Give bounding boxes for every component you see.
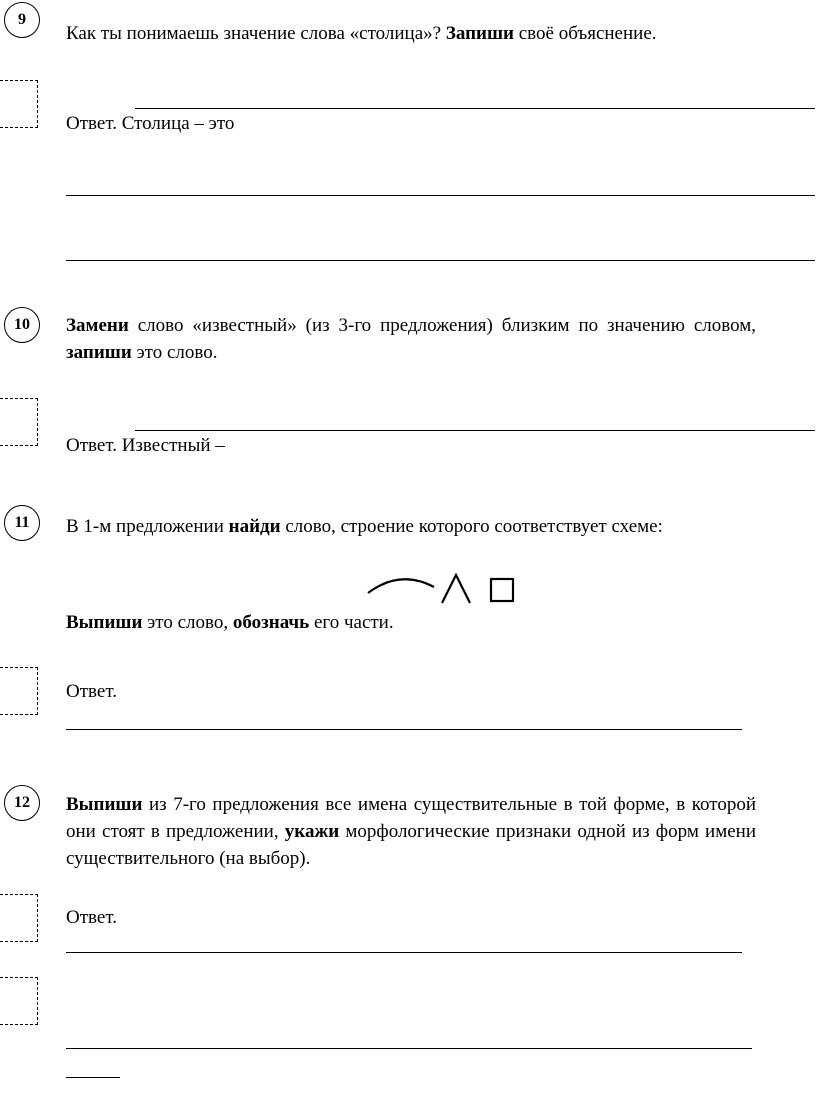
answer-label: Ответ. <box>66 907 117 928</box>
task-11-prompt <box>66 513 663 540</box>
prompt-keyword: укажи <box>284 821 340 842</box>
answer-label: Ответ. <box>66 681 117 702</box>
prompt-keyword: Выпиши <box>66 794 143 815</box>
root-arc-icon <box>368 579 434 593</box>
answer-line[interactable] <box>66 729 742 730</box>
task-11-instruction <box>66 609 394 636</box>
task-number-badge: 12 <box>4 785 40 821</box>
task-number-badge: 11 <box>4 505 40 541</box>
answer-line[interactable] <box>66 195 815 196</box>
task-number-badge: 10 <box>4 307 40 343</box>
task-12-prompt <box>66 791 756 872</box>
answer-label: Ответ. Известный – <box>66 435 225 456</box>
prompt-keyword: запиши <box>66 342 132 363</box>
task-number-badge: 9 <box>4 2 40 38</box>
score-box[interactable] <box>0 80 38 128</box>
ending-square-icon <box>491 579 513 601</box>
prompt-text: его части. <box>309 612 394 633</box>
prompt-text: слово, строение которого соответствует схеме: <box>280 516 663 537</box>
answer-line[interactable] <box>66 1077 120 1078</box>
score-box[interactable] <box>0 667 38 715</box>
prompt-text: слово «известный» (из 3-го предложения) близким по значению словом, <box>128 315 756 336</box>
word-structure-scheme <box>360 565 520 609</box>
prompt-text: это слово, <box>142 612 233 633</box>
prompt-text: В 1-м предложении <box>66 516 229 537</box>
prompt-keyword: найди <box>228 516 281 537</box>
task-9-prompt <box>66 20 657 47</box>
score-box[interactable] <box>0 977 38 1025</box>
prompt-text: из 7-го предложения все имена существительные в той форме, в которой они стоят в предложении, <box>66 794 756 842</box>
score-box[interactable] <box>0 398 38 446</box>
prompt-keyword: Запиши <box>445 23 514 44</box>
answer-line[interactable] <box>66 952 742 953</box>
prompt-text: Как ты понимаешь значение слова «столица»? <box>66 23 446 44</box>
prompt-keyword: Выпиши <box>66 612 143 633</box>
answer-line[interactable] <box>66 1048 752 1049</box>
score-box[interactable] <box>0 894 38 942</box>
answer-line[interactable] <box>135 108 815 109</box>
prompt-text: своё объяснение. <box>513 23 657 44</box>
answer-line[interactable] <box>135 430 815 431</box>
answer-line[interactable] <box>66 260 815 261</box>
suffix-caret-icon <box>442 575 470 603</box>
prompt-keyword: Замени <box>66 315 129 336</box>
prompt-text: это слово. <box>131 342 218 363</box>
answer-label: Ответ. Столица – это <box>66 113 235 134</box>
prompt-text: морфологические признаки одной из форм имени существительного (на выбор). <box>66 821 756 869</box>
task-10-prompt <box>66 312 756 366</box>
prompt-keyword: обозначь <box>232 612 310 633</box>
